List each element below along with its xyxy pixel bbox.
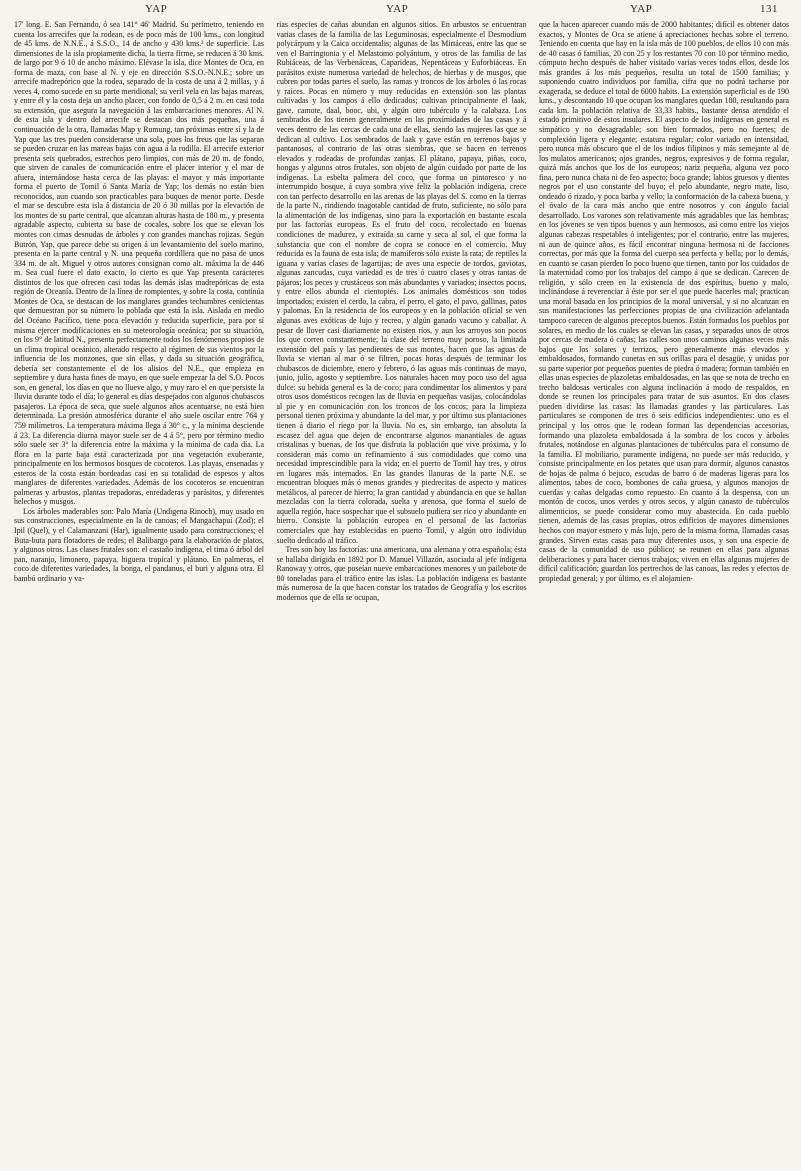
paragraph: que la hacen aparecer cuando más de 2000 habitantes; difícil es obtener datos exactos, y Montes de Oca se atiene á apreciaciones hechas sobre el terreno. Teniendo en cuenta que hay en la isla más de 100 pueblos, de ellos 10 con más de 40 casas ó familias, 20 con 25 y los restantes 70 con 10 por término medio, cómputo hecho después de haber visitado varias veces todos ellos, desde los más grandes á los más pequeños, resulta un total de 1500 familias; y suponiendo cuatro individuos por familia, cifra que no podrá tacharse por exagerada, se deduce el total de 6000 habits. La extensión superficial es de 190 kms., y descontando 10 que ocupan los manglares quedan 180, resultando para cada km. la población relativa de 33,33 habits., bastante densa atendido el estado primitivo de estos insulares. El aspecto de los indígenas en general es simpático y no desagradable; son bien formados, pero no fuertes; de complexión ligera y elegante; estatura regular; color variado en intensidad, pero nunca más obscuro que el de los indios filipinos y más semejante al de los mulatos americanos; ojos grandes, negros, expresivos y de forma regular, quizá más anchos que los de los europeos; nariz pequeña, alguna vez poco fina, pero nunca chata ni de feo aspecto; boca grande; labios gruesos y dientes negros por el uso constante del buyo; el pelo abundante, negro mate, liso, ondeado ó rizado, y poca barba y vello; la conformación de la cabeza buena, y el óvalo de la cara más ancho que entre nosotros y con ángulo facial desarrollado. Los varones son relativamente más agradables que las hembras; en los jóvenes se ven tipos buenos y aun hermosos, así como entre los viejos algunas cabezas respetables ó inteligentes; por el contrario, entre las mujeres, ni aun de quince años, es fácil encontrar ninguna hermosa ni de facciones correctas, por más que la forma del cuerpo sea perfecta y bella; por lo demás, en cuanto se casan pierden lo poco bueno que tienen, tanto por los cuidados de la maternidad como por los trabajos del campo á que se dedican. Carecen de religión, y sólo creen en la existencia de dos espíritus, bueno y malo, inclinándose á reverenciar á éste por ser el que puede hacerles mal; practican una moral basada en los principios de la moral universal, y si no alcanzan en sus manifestaciones las perfecciones propias de una civilización adelantada tampoco carecen de algunos preceptos buenos. Están formados los pueblos por solares, en medio de los cuales se elevan las casas, y separados unos de otros por cercas de madera ó cañas; las calles son unos caminos algunas veces más bajos que los solares y terrizos, pero generalmente más elevados y embaldosados, formando cunetas en sus orillas para el desagüe, y unidas por su parte superior por pequeños puentes de piedra ó madera; forman también en ellas unas especies de plazoletas embaldosadas, en las que se nota de trecho en trecho baldosas verticales con alguna inclinación á modo de respaldos, en donde se reunen los principales para tratar de sus asuntos. En dos clases pueden dividirse las casas: las llamadas grandes y las particulares. Las particulares se componen de tres ó seis edificios independientes: uno es el principal y los otros que le rodean forman las dependencias accesorias, formando una plazoleta embaldosada á la sombra de los cocos y árboles frutales, notándose en algunas plantaciones de tubérculos para el consumo de la familia. El mobiliario, puramente indígena, no puede ser más reducido, y consiste principalmente en los petates que usan para dormir, algunos canastos de hojas de palma ó bejuco, escudas de barro ó de maderas ligeras para los alimentos, tabos de coco, bombones de caña gruesa, y algunos manojos de cuerdas y cañas delgadas como repuesto. En cuanto á la despensa, con un montón de cocos, unos verdes y otros secos, y algún canasto de tubérculos alimenticios, se puede considerar como muy abastecida. En cada pueblo tienen, además de las casas propias, otros edificios de mayores dimensiones hechos con mayor esmero y más lujo, pero de la misma forma, llamadas casas grandes. Sirven estas casas para muy diferentes usos, y son una especie de casas de la comunidad de uso público; se reunen en ellas para algunas deliberaciones y para hacer ciertos trabajos; viven en ellas algunas mujeres de difícil calificación; guardan los pertrechos de las canoas, las redes y efectos de propiedad general; y por último, es el alojamien- xyxy=(539,20,789,583)
paragraph: Tres son hoy las factorías: una americana, una alemana y otra española; ésta se hallaba dirigida en 1892 por D. Manuel Villazón, asociada al jefe indígena Ranoway y otros, que poseían nueve embarcaciones menores y un pailebote de 80 toneladas para el tráfico entre las islas. La población indígena es bastante más numerosa de la que hacen constar los tratados de Geografía y los escritos modernos que de ella se ocupan, xyxy=(276,545,527,602)
running-header xyxy=(0,3,801,17)
text-columns xyxy=(14,20,789,1166)
header-center-term: YAP xyxy=(386,3,409,15)
page-number: 131 xyxy=(760,3,778,15)
paragraph: Los árboles maderables son: Palo María (Undigena Rinoch), muy usado en sus construcciones, especialmente en la de canoas; el Mangachapuí (Zod); el Ipil (Quel), y el Calamanzani (Har), igualmente usado para construcciones; el Buta-buta para flotadores de redes; el Balibargo para la elaboración de platos, y algunos otros. Las clases frutales son: el castaño indígena, el tima ó árbol del pan, naranjo, limonero, papaya, higuera tropical y plátano. En palmeras, el coco de diferentes variedades, la bonga, el pandanus, el buri y alguna otra. El bambú ordinario y va- xyxy=(14,506,264,583)
header-left-term: YAP xyxy=(145,3,168,15)
paragraph: 17' long. E. San Fernando, ó sea 141° 46' Madrid. Su perímetro, teniendo en cuenta los arrecifes que la rodean, es de poco más de 100 kms., con longitud de 45 kms. de N.N.E., á S.S.O., 14 de ancho y 430 kms.² de superficie. Las dimensiones de la isla propiamente dicha, la tierra firme, se reducen á 30 kms. de largo por 9 ó 10 de ancho máximo. Elévase la isla, dice Montes de Oca, en forma de maza, con base al N. y eje en dirección S.S.O.-N.N.E.; sobre un arrecife madrepórico que la rodea, separado de la costa de una á 2 millas, y á veces 4, como sucede en su parte meridional; su veril vela en las bajas mareas, y entre él y la costa deja un ancho placer, con fondo de 0,5 á 2 m. en casi toda su extensión, que asegura la navegación á las embarcaciones menores. Al N. de esta isla y dentro del arrecife se destacan dos más pequeñas, una á continuación de la otra, llamadas Map y Rumung, tan próximas entre sí y la de Yap que las tres pueden considerarse una sola, pues los freus que las separan se pueden cruzar en las mareas bajas con agua á la rodilla. El arrecife exterior presenta seis quebrados, estrechos pero limpios, con más de 20 m. de fondo, que sirven de canales de comunicación entre el placer interior y el mar de afuera, internándose hasta cerca de las playas: el mayor y más importante forma el puerto de Tomil ó Santa María de Yap; los demás no están bien reconocidos, aun cuando son practicables para buques de menor porte. Desde el mar se descubre esta isla á distancia de 20 ó 30 millas por la elevación de los montes de su parte central, que alcanzan alturas hasta de 180 m., y presenta agradable aspecto, cubierta su base de cocales, sobre los que se elevan los montes con cimas desnudas de árboles y con grandes manchas rojizas. Según Butrón, Yap, que parece debe su origen á un levantamiento del suelo marino, presenta en la parte central y N. una pequeña cordillera que no pasa de unos 334 m. de alt. Miguel y otros autores consignan como alt. máxima la de 446 m. Sea cual fuere el dato exacto, lo cierto es que Yap presenta caracteres distintos de los que ofrecen casi todas las demás islas madrepóricas de esta región de Oceanía. Dentro de la línea de rompientes, y sobre la costa, continúa Montes de Oca, se destacan de los manglares grandes techumbres cenicientas que demuestran por su número lo poblada que está la isla. Aislada en medio del Océano Pacífico, tiene poca elevación y reducida superficie, para por sí misma ejercer modificaciones en su meteorología oceánica; por su situación, en los 9° de latitud N., presenta perfectamente todos los fenómenos propios de un clima tropical oceánico, alterado respecto al régimen de sus vientos por la influencia de los monzones, que sin ellas, y dada su situación geográfica, debería ser constantemente el de los alisios del N.E., que empieza en septiembre y dura hasta fines de mayo, en que suele empezar la del S.O. Pocos son, en general, los días en que no llueve algo, y muy raro el en que persiste la lluvia durante todo el día; lo general es días despejados con algunos chubascos pasajeros. La época de seca, que suele algunos años acentuarse, no está bien determinada. La presión atmosférica durante el año suele oscilar entre 764 y 759 milímetros. La temperatura máxima llega á 30° c., y la mínima desciende á 23. La diferencia diurna mayor suele ser de 4 á 5°, pero por término medio sólo suele ser 3° la diferencia entre la máxima y la mínima de cada día. La flora en la parte baja está caracterizada por una vegetación exuberante, principalmente en los hermosos bosques de cocoteros. Las playas, ensenadas y esteros de la costa están bordeadas casi en su totalidad de espesos y altos manglares de diferentes variedades. Además de los cocoteros se encuentran palmeras y arbustos, plantas trepadoras, enredaderas y parásitos, y diferentes helechos y musgos. xyxy=(14,20,264,507)
paragraph: rias especies de cañas abundan en algunos sitios. En arbustos se encuentran varias clases de la familia de las Leguminosas, especialmente el Desmodium polycárpum y la Caica occidentalis; algunas de las Mirtáceas, entre las que se ven el Barringtonia y el Melastomo polyántum, y otros de las familia de las Rubiáceas, de las Verbenáceas, Caparideas, Nepentáceas y Euforbiáceas. En parásitos existe numerosa variedad de helechos, de hierbas y de musgos, que cubren por todas partes el suelo, las ramas y troncos de los árboles ó las rocas y raíces. Pocas en número y muy reducidas en extensión son las plantas cultivadas y los campos á ello dedicados; cultivan principalmente el laak, gave, camote, daal, booc, ubi, y algún otro tubérculo y la calabaza. Los sembrados de los tienen generalmente en las proximidades de las casas y á veces dentro de las cercas de cada una de ellas, siendo las mujeres las que se dedican al cultivo. Los sembrados de laak y gave están en terrenos bajos y pantanosos, al contrario de las otras siembras, que se hacen en terrenos elevados y rodeadas de profundas zanjas. El plátano, papaya, piñas, coco, bongas y algunos otros frutales, son objeto de algún cuidado por parte de los indígenas. La esbelta palmera del coco, que forma un pintoresco y no interrumpido bosque, á cuya sombra vive feliz la población indígena, crece con tan perfecto desarrollo en las arenas de las playas del S. como en la tierras de la parte N., rindiendo inagotable cantidad de fruto, suficiente, no sólo para la alimentación de los indígenas, sino para la exportación en bastante escala por las factorías europeas. Es el fruto del coco, recolectado en buenas condiciones de madurez, y extraída su carne y seca al sol, el que forma la substancia que con el nombre de copra se conoce en el comercio. Muy reducida es la fauna de esta isla; de mamíferos sólo existe la rata; de reptiles la iguana y varias clases de lagartijas; de aves una especie de tordos, gaviotas, algunas zancudas, cuya variedad es de tres ó cuatro clases y otras tantas de pájaros; los peces y crustáceos son más abundantes y variados; insectos pocos, y entre ellos abunda el cientopiés. Los animales domésticos son todos importados; existen el cerdo, la cabra, el perro, el gato, el pavo, gallinas, patos y palomas. En la residencia de los europeos y en la población oficial se ven algunas aves exóticas de lujo y recreo, y algún ganado vacuno y caballar. A pesar de llover casi diariamente no existen ríos, y aun los arroyos son pocos los que corren constantemente; la clase del terreno muy poroso, la limitada extensión del país y las pendientes de sus montes, hacen que las aguas de lluvia se viertan al mar ó se filtren, pocas horas después de terminar los chubascos de diciembre, enero y febrero, ó las aguas más continuas de mayo, junio, julio, agosto y septiembre. Los naturales hacen muy poco uso del agua dulce: su bebida general es la de coco; para condimentar los alimentos y para otros usos domésticos recogen las de lluvia en pequeñas vasijas, colocándolas al pie y en comunicación con los troncos de los cocos; para la limpieza personal tienen próxima y abundante la del mar, y por último sus plantaciones tienen á diario el riego por la lluvia. No es, sin embargo, tan absoluta la escasez del agua que dejen de encontrarse algunos manantiales de aguas cristalinas y buenas, de los que disfruta la población que vive próxima, y lo consideran más como un refinamiento á sus comodidades que como una necesidad imprescindible para la vida; en el puerto de Tomil hay tres, y otros en lugares más internados. En las grandes llanuras de la parte N.E. se encuentran bloques más ó menos grandes y piedrecitas de aspecto y matices metálicos, al parecer de hierro; la gran cantidad y abundancia en que se hallan mezcladas con la tierra colorada, suelta y arenosa, que forma el suelo de aquella región, hace sospechar que el subsuelo pudiera ser rico y abundante en hierro. Consiste la población europea en el personal de las factorías comerciales que hay establecidas en puerto Tomil, y algún otro individuo suelto dedicado al tráfico. xyxy=(276,20,527,545)
header-right-term: YAP xyxy=(630,3,653,15)
column-left xyxy=(14,20,264,1166)
column-right xyxy=(539,20,789,1166)
column-middle xyxy=(277,20,527,1166)
